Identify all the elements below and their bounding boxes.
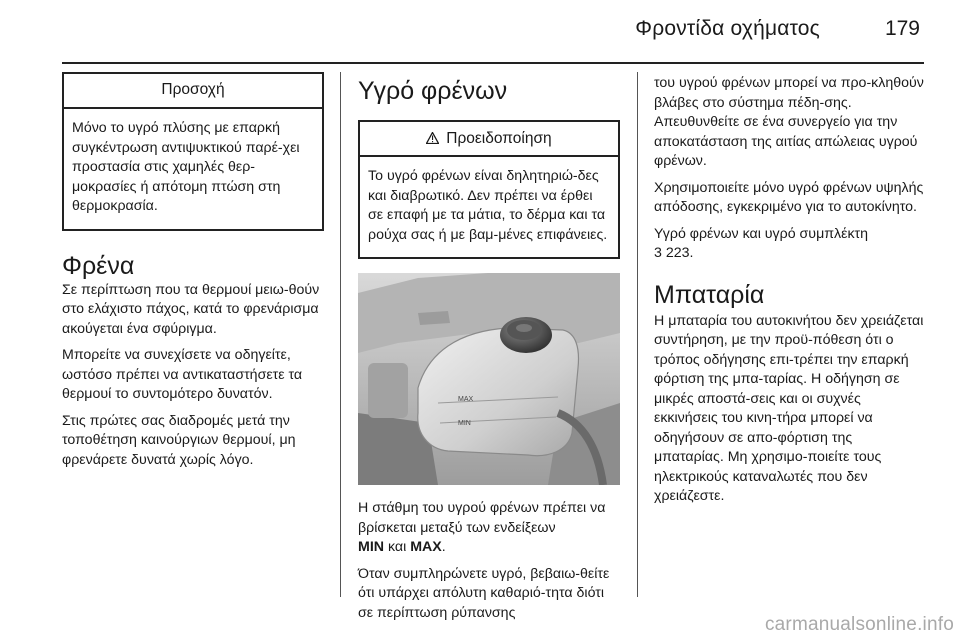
battery-text: Η μπαταρία του αυτοκινήτου δεν χρειάζεται συντήρηση, με την προϋ-πόθεση ότι ο τρόπος οδήγησης επι-τρέπει την επαρκή φόρτιση της μπα-ταρίας. Η οδήγηση σε μικρές αποστά-σεις και οι συχνές εκκινήσεις του κινη-τήρα μπορεί να οδηγήσουν σε απο-φόρτιση της μπαταρίας. Μη χρησιμο-ποιείτε τους ηλεκτρικούς καταναλωτές που δεν χρειάζεστε. [654,312,924,504]
caution-heading: Προσοχή [64,74,322,109]
max-label: MAX [410,539,442,555]
page-number: 179 [884,17,920,40]
column-divider [340,72,341,597]
warning-heading-row [360,122,618,157]
fluid-level-sentence: Η στάθμη του υγρού φρένων πρέπει να βρίσκεται μεταξύ των ενδείξεων [358,500,606,536]
cross-reference [654,225,924,264]
page-title: Φροντίδα οχήματος [635,17,820,40]
refill-text: Όταν συμπληρώνετε υγρό, βεβαιω-θείτε ότι υπάρχει απόλυτη καθαριό-τητα διότι σε περίπτωση ρύπανσης [358,565,610,621]
and-word: και [387,539,407,555]
caution-text: Μόνο το υγρό πλύσης με επαρκή συγκέντρωση αντιψυκτικού παρέ-χει προστασία στις χαμηλές θερ-μοκρασίες ή απότομη πτώση στη θερμοκρασία. [72,120,300,214]
warning-box [358,120,620,259]
battery-heading: Μπαταρία [654,280,765,309]
brakes-paragraph: Μπορείτε να συνεχίσετε να οδηγείτε, ωστόσο πρέπει να αντικαταστήσετε τα θερμουί το συντομότερο δυνατόν. [62,347,303,402]
brake-fluid-reservoir-photo [358,273,620,485]
min-label: MIN [358,539,385,555]
caution-box [62,72,324,231]
reference-link[interactable]: 223. [665,245,694,261]
fluid-clutch-text: Υγρό φρένων και υγρό συμπλέκτη [654,225,869,242]
period: . [441,539,446,555]
fluid-level-text [358,499,620,558]
warning-heading: Προειδοποίηση [446,130,552,147]
watermark: carmanualsonline.info [764,614,954,635]
brakes-heading: Φρένα [62,251,135,280]
header-divider [62,62,924,64]
warning-triangle-icon [426,130,443,146]
column-2 [358,72,620,630]
brakes-paragraph: Σε περίπτωση που τα θερμουί μειω-θούν στο ελάχιστο πάχος, κατά το φρενάρισμα ακούγεται ένα σφύριγμα. [62,281,320,337]
max-mark-label: MAX [458,396,474,403]
warning-text: Το υγρό φρένων είναι δηλητηριώ-δες και διαβρωτικό. Δεν πρέπει να έρθει σε επαφή με τα μάτια, το δέρμα και τα ρούχα σας ή με βαμ-μένες επιφάνειες. [368,168,608,243]
brake-fluid-continuation: του υγρού φρένων μπορεί να προ-κληθούν βλάβες στο σύστημα πέδη-σης. Απευθυνθείτε σε ένα συνεργείο για την αποκατάσταση της αιτίας απώλειας υγρού φρένων. [654,75,924,169]
column-3 [654,72,924,514]
column-1 [62,72,324,477]
reference-arrow-icon: 3 [654,245,662,261]
use-only-text: Χρησιμοποιείτε μόνο υγρό φρένων υψηλής απόδοσης, εγκεκριμένο για το αυτοκίνητο. [654,179,924,215]
min-mark-label: MIN [458,420,471,427]
brakes-paragraph: Στις πρώτες σας διαδρομές μετά την τοποθέτηση καινούργιων θερμουί, μη φρενάρετε δυνατά χωρίς λόγο. [62,412,296,468]
column-divider [637,72,638,597]
brake-fluid-heading: Υγρό φρένων [358,77,508,105]
